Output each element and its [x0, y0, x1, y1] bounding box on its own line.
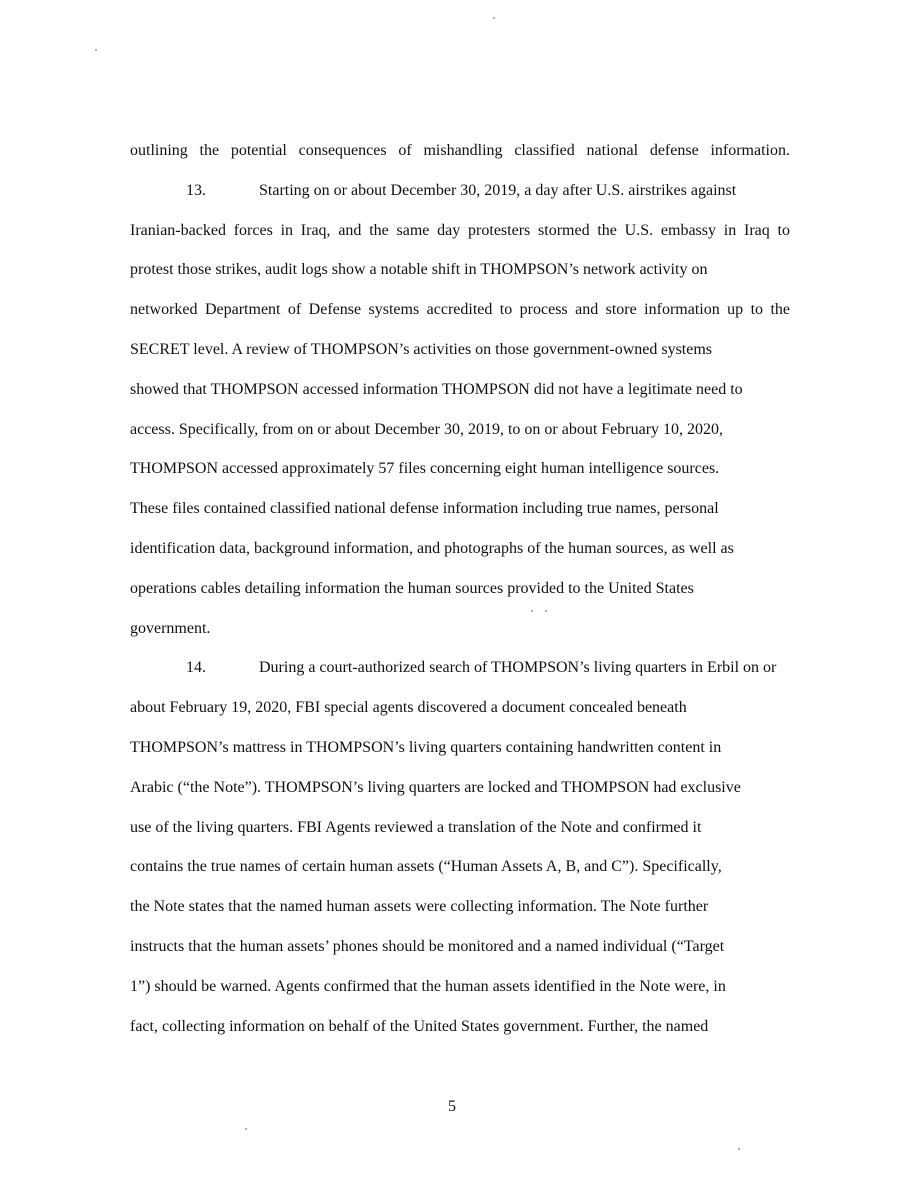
text-line: government.: [130, 619, 211, 637]
scan-speck: [95, 49, 97, 51]
body-text: [130, 131, 790, 1046]
text-line: THOMPSON accessed approximately 57 files concerning eight human intelligence sources.: [130, 460, 720, 478]
text-line: about February 19, 2020, FBI special agents discovered a document concealed beneath: [130, 699, 687, 717]
text-line: identification data, background information, and photographs of the human sources, as well as: [130, 539, 734, 557]
page-number: 5: [448, 1098, 456, 1115]
text-line: SECRET level. A review of THOMPSON’s activities on those government-owned systems: [130, 340, 713, 358]
text-line: THOMPSON’s mattress in THOMPSON’s living quarters containing handwritten content in: [130, 738, 722, 756]
text-line: networked Department of Defense systems accredited to process and store information up to the: [130, 301, 790, 319]
paragraph-13-first-line: [130, 171, 790, 211]
text-line: access. Specifically, from on or about December 30, 2019, to on or about February 10, 2020,: [130, 420, 724, 438]
text-line: showed that THOMPSON accessed information THOMPSON did not have a legitimate need to: [130, 380, 743, 398]
scan-speck: [245, 1128, 247, 1130]
paragraph-text: Starting on or about December 30, 2019, a day after U.S. airstrikes against: [259, 181, 737, 199]
text-line: the Note states that the named human assets were collecting information. The Note further: [130, 898, 709, 916]
paragraph-number: 13.: [186, 181, 206, 199]
scan-speck: [738, 1148, 740, 1150]
scan-speck: [493, 17, 495, 19]
text-line: operations cables detailing information the human sources provided to the United States: [130, 579, 694, 597]
text-line: Arabic (“the Note”). THOMPSON’s living quarters are locked and THOMPSON had exclusive: [130, 778, 741, 796]
text-line: use of the living quarters. FBI Agents reviewed a translation of the Note and confirmed it: [130, 818, 702, 836]
text-line: instructs that the human assets’ phones should be monitored and a named individual (“Target: [130, 937, 725, 955]
text-line: contains the true names of certain human assets (“Human Assets A, B, and C”). Specifically,: [130, 858, 722, 876]
text-line: outlining the potential consequences of mishandling classified national defense information.: [130, 142, 790, 159]
text-line: These files contained classified national defense information including true names, personal: [130, 500, 719, 518]
paragraph-text: During a court-authorized search of THOMPSON’s living quarters in Erbil on or: [259, 659, 777, 677]
paragraph-14-first-line: [130, 648, 790, 688]
paragraph-number: 14.: [186, 659, 206, 677]
text-line: 1”) should be warned. Agents confirmed that the human assets identified in the Note were, in: [130, 977, 726, 995]
text-line: Iranian-backed forces in Iraq, and the same day protesters stormed the U.S. embassy in Iraq to: [130, 221, 790, 239]
text-line: fact, collecting information on behalf of the United States government. Further, the named: [130, 1017, 709, 1035]
text-line: protest those strikes, audit logs show a notable shift in THOMPSON’s network activity on: [130, 261, 708, 279]
